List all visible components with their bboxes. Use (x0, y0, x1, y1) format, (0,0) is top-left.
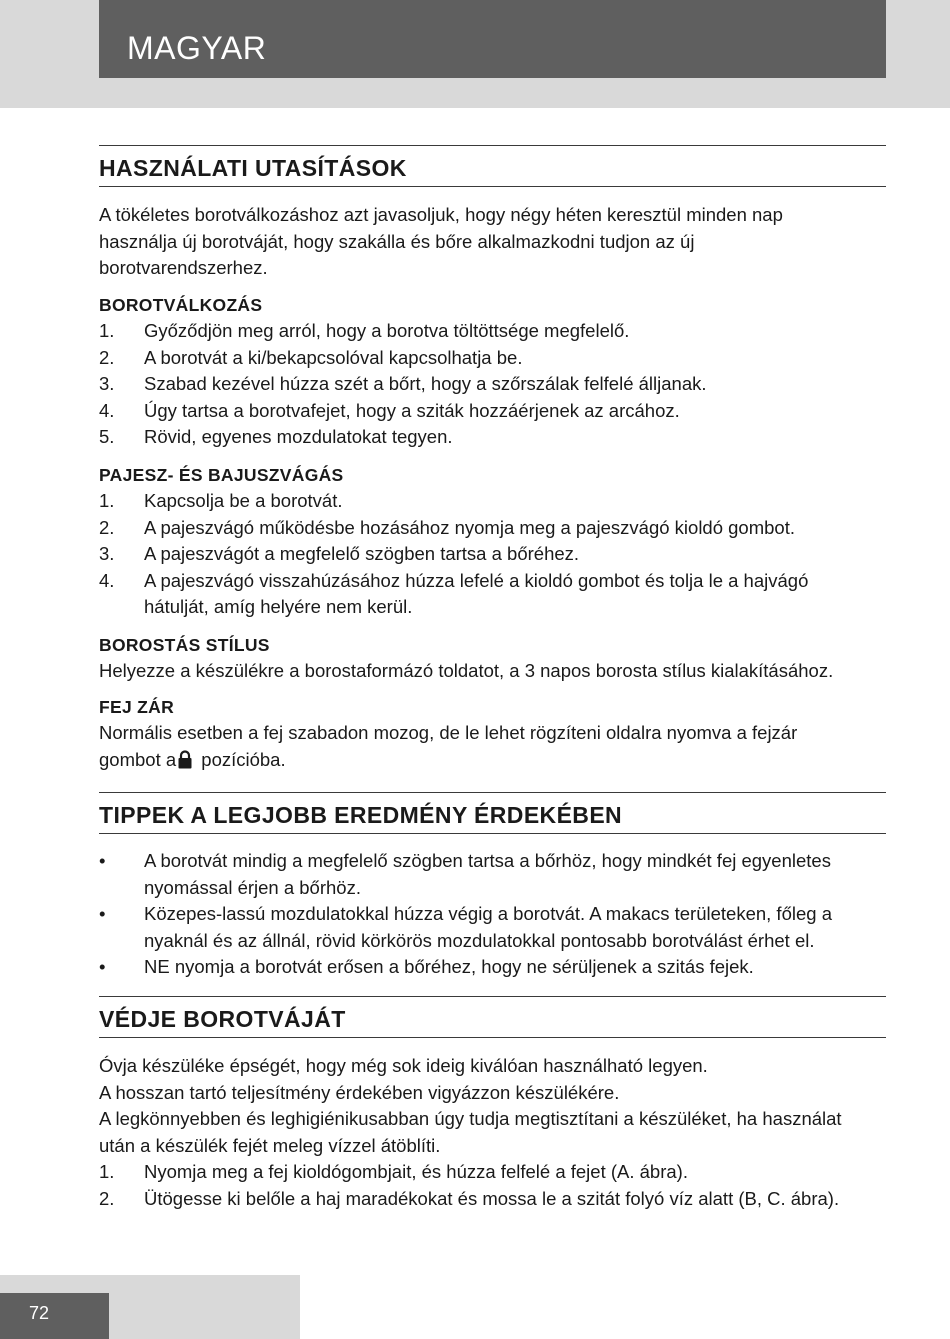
list-item (99, 1159, 886, 1186)
headlock-text-after: pozícióba. (201, 748, 286, 770)
trimming-block (99, 462, 886, 621)
item-text: Ütögesse ki belőle a haj maradékokat és mossa le a szitát folyó víz alatt (B, C. ábra). (144, 1187, 840, 1209)
section-title-usage: HASZNÁLATI UTASÍTÁSOK (99, 155, 407, 181)
section-title-care: VÉDJE BOROTVÁJÁT (99, 1006, 346, 1032)
subheading-stubble: BOROSTÁS STÍLUS (99, 635, 270, 655)
shaving-block (99, 292, 886, 451)
item-number: 1. (99, 1161, 115, 1182)
care-line: A legkönnyebben és leghigiénikusabban úgy tudja megtisztítani a készüléket, ha használat (99, 1108, 842, 1129)
care-line: A hosszan tartó teljesítmény érdekében vigyázzon készülékére. (99, 1081, 620, 1103)
headlock-line (99, 747, 886, 774)
item-text (144, 848, 886, 901)
item-number: 5. (99, 426, 115, 447)
list-item (99, 515, 886, 542)
item-number: 2. (99, 516, 115, 538)
section-title-tips: TIPPEK A LEGJOBB EREDMÉNY ÉRDEKÉBEN (99, 802, 623, 828)
item-text: A pajeszvágót a megfelelő szögben tartsa a bőréhez. (144, 543, 580, 564)
item-number: 2. (99, 1187, 115, 1209)
headlock-block (99, 694, 886, 773)
section-header-usage (99, 145, 886, 187)
item-number: 3. (99, 543, 115, 564)
item-text: Győződjön meg arról, hogy a borotva töltöttsége megfelelő. (144, 320, 630, 341)
list-item (99, 345, 886, 372)
item-number: 1. (99, 490, 115, 511)
list-item (99, 371, 886, 398)
subheading-headlock: FEJ ZÁR (99, 697, 175, 717)
item-number: 4. (99, 569, 115, 591)
bullet-item (99, 954, 886, 981)
item-text: Kapcsolja be a borotvát. (144, 490, 343, 511)
care-line: után a készülék fejét meleg vízzel átöblíti. (99, 1134, 441, 1156)
tips-list (99, 848, 886, 981)
intro-line: használja új borotváját, hogy szakálla és bőre alkalmazkodni tudjon az új (99, 230, 695, 252)
subheading-trimming: PAJESZ- ÉS BAJUSZVÁGÁS (99, 465, 344, 485)
item-text-line: nyomással érjen a bőrhöz. (144, 876, 361, 898)
item-text (144, 568, 886, 621)
list-item (99, 318, 886, 345)
stubble-block (99, 632, 886, 685)
item-number: 1. (99, 320, 115, 341)
list-item (99, 541, 886, 568)
language-tab (99, 0, 886, 78)
item-text (144, 901, 886, 954)
item-text: NE nyomja a borotvát erősen a bőréhez, hogy ne sérüljenek a szitás fejek. (144, 956, 754, 977)
bullet-item (99, 848, 886, 901)
item-text: Szabad kezével húzza szét a bőrt, hogy a szőrszálak felfelé álljanak. (144, 373, 707, 394)
headlock-line: Normális esetben a fej szabadon mozog, de le lehet rögzíteni oldalra nyomva a fejzár (99, 722, 798, 743)
care-line: Óvja készüléke épségét, hogy még sok ideig kiválóan használható legyen. (99, 1055, 708, 1076)
language-title: MAGYAR (127, 30, 267, 66)
stubble-text: Helyezze a készülékre a borostaformázó toldatot, a 3 napos borosta stílus kialakításához. (99, 660, 834, 681)
item-text-line: nyaknál és az állnál, rövid körkörös mozdulatokkal pontosabb borotválást érhet el. (144, 929, 815, 951)
item-number: 4. (99, 399, 115, 421)
item-text: Nyomja meg a fej kioldógombjait, és húzza felfelé a fejet (A. ábra). (144, 1161, 688, 1182)
item-text: Rövid, egyenes mozdulatokat tegyen. (144, 426, 453, 447)
headlock-text-before: gombot a (99, 748, 177, 770)
care-block (99, 1053, 886, 1212)
item-text-line: hátulját, amíg helyére nem kerül. (144, 596, 413, 617)
item-text: Úgy tartsa a borotvafejet, hogy a sziták hozzáérjenek az arcához. (144, 399, 680, 421)
item-text-line: A pajeszvágó visszahúzásához húzza lefelé a kioldó gombot és tolja le a hajvágó (144, 569, 809, 591)
item-number: 3. (99, 373, 115, 394)
page-number: 72 (29, 1303, 50, 1323)
bullet: • (99, 850, 106, 871)
usage-intro (99, 202, 886, 282)
subheading-shaving: BOROTVÁLKOZÁS (99, 295, 263, 315)
list-item (99, 568, 886, 621)
item-number: 2. (99, 346, 115, 368)
section-header-care (99, 996, 886, 1038)
bullet-item (99, 901, 886, 954)
bullet: • (99, 956, 106, 977)
item-text-line: A borotvát mindig a megfelelő szögben tartsa a bőrhöz, hogy mindkét fej egyenletes (144, 850, 831, 871)
list-item (99, 398, 886, 425)
item-text: A pajeszvágó működésbe hozásához nyomja meg a pajeszvágó kioldó gombot. (144, 516, 795, 538)
bullet: • (99, 903, 106, 924)
lock-icon (178, 750, 192, 769)
page-number-box (0, 1293, 109, 1339)
list-item (99, 424, 886, 451)
intro-line: A tökéletes borotválkozáshoz azt javasoljuk, hogy négy héten keresztül minden nap (99, 204, 783, 225)
item-text: A borotvát a ki/bekapcsolóval kapcsolhatja be. (144, 346, 523, 368)
section-header-tips (99, 792, 886, 834)
list-item (99, 1186, 886, 1213)
item-text-line: Közepes-lassú mozdulatokkal húzza végig a borotvát. A makacs területeken, főleg a (144, 903, 832, 924)
list-item (99, 488, 886, 515)
intro-line: borotvarendszerhez. (99, 257, 268, 278)
